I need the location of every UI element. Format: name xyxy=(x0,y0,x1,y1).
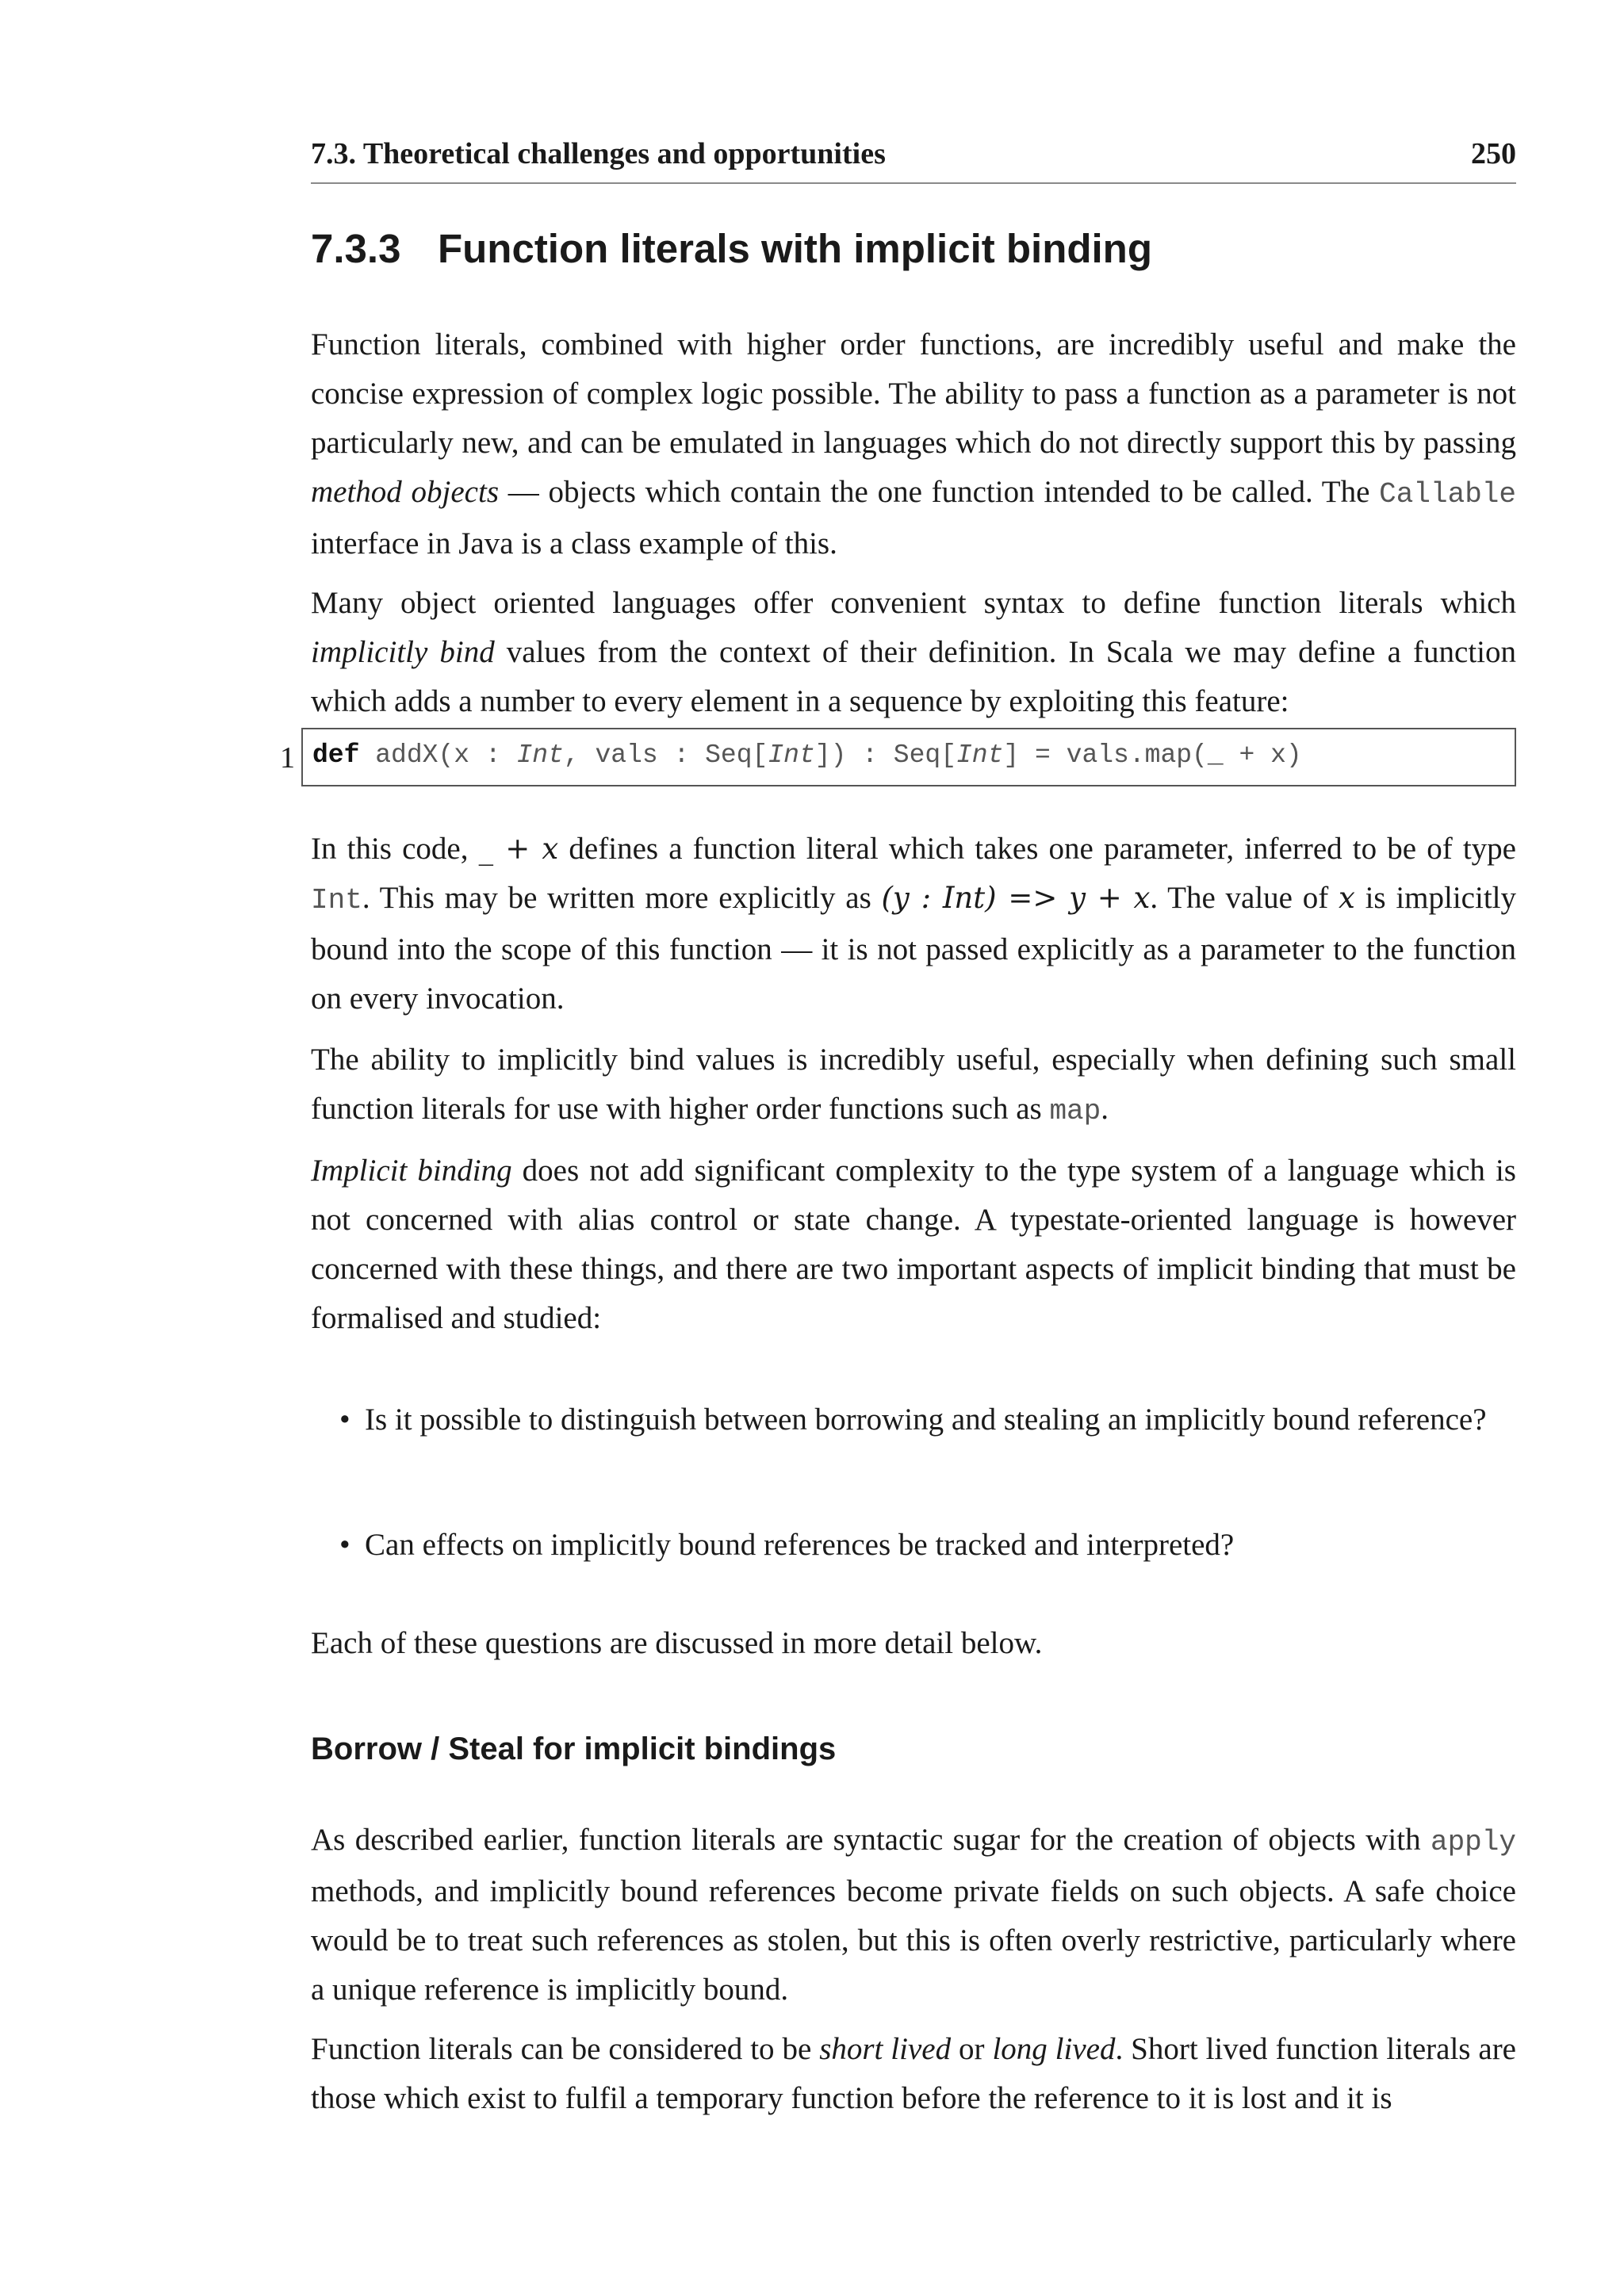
section-number: 7.3.3 xyxy=(311,226,401,271)
inline-code: apply xyxy=(1430,1826,1516,1858)
code-text: ]) : Seq[ xyxy=(814,740,956,770)
inline-code: map xyxy=(1049,1095,1101,1127)
text: does not add significant complexity to the type system of a language which is not concerned with alias control or state change. A typestate-oriented language is however concerned with these things, and there are two important aspects of implicit binding that must be formalised and studied: xyxy=(311,1154,1516,1335)
bullet-text: Can effects on implicitly bound references be tracked and interpreted? xyxy=(365,1528,1235,1562)
inline-code: Int xyxy=(311,884,362,916)
page-number: 250 xyxy=(1471,137,1516,170)
code-line-number: 1 xyxy=(280,741,295,775)
code-keyword: def xyxy=(312,740,360,770)
code-type: Int xyxy=(516,740,564,770)
text: . The value of xyxy=(1150,881,1339,915)
math-expression: (y : Int) => y + x xyxy=(881,881,1151,915)
text: or xyxy=(951,2032,993,2066)
text: methods, and implicitly bound references become private fields on such objects. A safe choice would be to treat such references as stolen, but this is often overly restrictive, particularly where a unique reference is implicitly bound. xyxy=(311,1874,1516,2007)
text: The ability to implicitly bind values is incredibly useful, especially when defining such small function literals for use with higher order functions such as xyxy=(311,1043,1516,1126)
text: As described earlier, function literals are syntactic sugar for the creation of objects with xyxy=(311,1823,1431,1857)
paragraph-3 xyxy=(311,825,1516,1024)
paragraph-8 xyxy=(311,2025,1516,2123)
section-title: Function literals with implicit binding xyxy=(438,226,1152,271)
text: . This may be written more explicitly as xyxy=(362,881,882,915)
bullet-icon: • xyxy=(339,1528,350,1562)
text: — objects which contain the one function intended to be called. The xyxy=(499,475,1380,509)
code-text: , vals : Seq[ xyxy=(563,740,768,770)
code-text: ] = vals.map(_ + x) xyxy=(1003,740,1302,770)
text: interface in Java is a class example of this. xyxy=(311,526,837,561)
paragraph-6: Each of these questions are discussed in more detail below. xyxy=(311,1626,1043,1660)
code-text: addX(x : xyxy=(359,740,517,770)
paragraph-2 xyxy=(311,579,1516,726)
section-heading xyxy=(311,225,1516,272)
text: In this code, xyxy=(311,832,479,866)
text: values from the context of their definition. In Scala we may define a function which adds a number to every element in a sequence by exploiting this feature: xyxy=(311,635,1516,718)
inline-code: Callable xyxy=(1379,478,1516,511)
text: is implicitly bound into the scope of this function — it is not passed explicitly as a parameter to the function on every invocation. xyxy=(311,881,1517,1016)
header-section-title: 7.3. Theoretical challenges and opportunities xyxy=(311,137,886,170)
text: Function literals can be considered to be xyxy=(311,2032,820,2066)
subsection-heading: Borrow / Steal for implicit bindings xyxy=(311,1732,837,1766)
emphasis: short lived xyxy=(819,2032,952,2066)
emphasis: long lived xyxy=(992,2032,1116,2066)
text: Function literals, combined with higher order functions, are incredibly useful and make the concise expression of complex logic possible. The ability to pass a function as a parameter is not particularly new, and can be emulated in languages which do not directly support this by passing xyxy=(311,327,1516,460)
emphasis: implicitly bind xyxy=(311,635,495,669)
paragraph-5 xyxy=(311,1146,1516,1343)
bullet-item xyxy=(339,1521,1516,1570)
text: . Short lived function literals are those which exist to fulfil a temporary function before the reference to it is lost and it is xyxy=(311,2032,1516,2115)
paragraph-1 xyxy=(311,320,1516,568)
running-header xyxy=(311,136,1516,184)
bullet-text: Is it possible to distinguish between borrowing and stealing an implicitly bound reference? xyxy=(365,1402,1487,1437)
text: . xyxy=(1101,1092,1109,1126)
bullet-item xyxy=(339,1395,1516,1445)
code-listing xyxy=(301,728,1516,786)
emphasis: Implicit binding xyxy=(311,1154,512,1188)
text: defines a function literal which takes one parameter, inferred to be of type xyxy=(558,832,1516,866)
math-expression: _ + x xyxy=(478,832,559,866)
bullet-icon: • xyxy=(339,1402,350,1437)
code-type: Int xyxy=(956,740,1004,770)
paragraph-4 xyxy=(311,1035,1516,1136)
paragraph-7 xyxy=(311,1816,1516,2015)
emphasis: method objects xyxy=(311,475,500,509)
text: Many object oriented languages offer convenient syntax to define function literals which xyxy=(311,586,1516,620)
code-type: Int xyxy=(768,740,815,770)
math-expression: x xyxy=(1338,881,1355,915)
